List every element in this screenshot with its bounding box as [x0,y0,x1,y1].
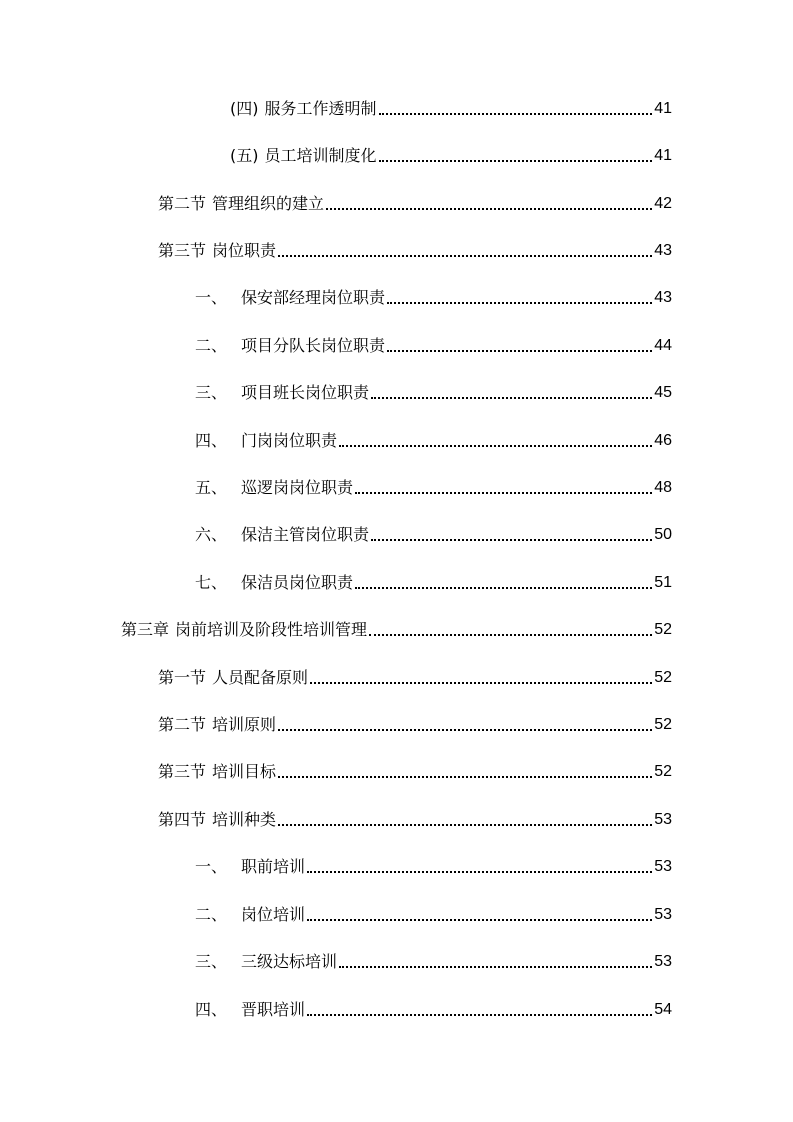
toc-entry-number: 二、 [195,336,228,355]
toc-entry-number: 二、 [195,905,228,924]
toc-entry-page: 46 [654,432,672,449]
toc-entry-page: 54 [654,1001,672,1018]
toc-leader-dots [307,919,652,921]
toc-entry-number: 六、 [195,525,228,544]
toc-entry-title: 保安部经理岗位职责 [241,288,386,307]
toc-entry-number: 第二节 [158,194,207,213]
toc-entry-page: 41 [654,147,672,164]
toc-leader-dots [387,350,652,352]
toc-entry-title: 人员配备原则 [212,668,309,687]
toc-entry-number: 第四节 [158,810,207,829]
toc-entry[interactable] [195,572,672,594]
toc-entry-number: 四、 [195,1000,228,1019]
toc-entry-title: 岗前培训及阶段性培训管理 [175,620,368,639]
toc-entry-page: 43 [654,289,672,306]
toc-entry-page: 52 [654,716,672,733]
toc-entry[interactable] [158,714,672,736]
toc-entry-title: 管理组织的建立 [212,194,325,213]
toc-entry-title: 巡逻岗岗位职责 [241,478,354,497]
toc-entry[interactable] [158,240,672,262]
toc-entry[interactable] [230,98,672,120]
toc-entry-number: 第一节 [158,668,207,687]
toc-leader-dots [387,302,652,304]
toc-leader-dots [355,587,652,589]
toc-entry-page: 53 [654,906,672,923]
toc-entry[interactable] [195,856,672,878]
toc-entry-title: 门岗岗位职责 [241,431,338,450]
toc-entry-number: 三、 [195,952,228,971]
toc-entry-number: 四、 [195,431,228,450]
toc-entry-title: 培训原则 [212,715,277,734]
toc-entry-number: 一、 [195,288,228,307]
toc-entry[interactable] [158,761,672,783]
toc-leader-dots [326,208,652,210]
toc-entry[interactable] [195,477,672,499]
toc-leader-dots [339,445,652,447]
toc-entry-title: 项目班长岗位职责 [241,383,370,402]
toc-entry-page: 53 [654,858,672,875]
toc-entry-title: 保洁主管岗位职责 [241,525,370,544]
toc-entry-number: (四) [230,99,259,118]
toc-entry-page: 48 [654,479,672,496]
toc-entry-page: 45 [654,384,672,401]
toc-entry[interactable] [195,999,672,1021]
toc-entry-page: 42 [654,195,672,212]
toc-entry-title: 项目分队长岗位职责 [241,336,386,355]
toc-leader-dots [310,682,652,684]
toc-entry[interactable] [230,145,672,167]
toc-leader-dots [369,634,652,636]
toc-entry[interactable] [195,951,672,973]
toc-entry-title: 保洁员岗位职责 [241,573,354,592]
toc-leader-dots [278,824,652,826]
toc-entry-title: 服务工作透明制 [264,99,377,118]
toc-entry-number: 七、 [195,573,228,592]
toc-entry-title: 岗位职责 [212,241,277,260]
toc-entry[interactable] [121,619,672,641]
toc-entry-page: 52 [654,669,672,686]
toc-leader-dots [355,492,652,494]
toc-entry-number: 一、 [195,857,228,876]
toc-entry[interactable] [195,430,672,452]
toc-entry-number: 第三章 [121,620,170,639]
toc-entry-title: 岗位培训 [241,905,306,924]
toc-entry-number: 第二节 [158,715,207,734]
toc-entry-title: 培训种类 [212,810,277,829]
toc-entry[interactable] [158,193,672,215]
toc-entry-title: 职前培训 [241,857,306,876]
toc-entry-page: 41 [654,100,672,117]
toc-entry-title: 培训目标 [212,762,277,781]
toc-entry-title: 三级达标培训 [241,952,338,971]
toc-entry-page: 50 [654,526,672,543]
toc-leader-dots [278,729,652,731]
toc-leader-dots [379,113,653,115]
toc-entry-title: 晋职培训 [241,1000,306,1019]
toc-leader-dots [307,871,652,873]
toc-leader-dots [379,160,653,162]
toc-leader-dots [278,776,652,778]
toc-leader-dots [339,966,652,968]
toc-entry-number: 第三节 [158,762,207,781]
toc-leader-dots [307,1014,652,1016]
toc-entry-page: 43 [654,242,672,259]
toc-leader-dots [278,255,652,257]
toc-entry-page: 53 [654,953,672,970]
toc-entry[interactable] [195,335,672,357]
toc-entry-page: 52 [654,621,672,638]
toc-entry-number: 第三节 [158,241,207,260]
toc-entry-page: 44 [654,337,672,354]
toc-entry[interactable] [195,524,672,546]
toc-entry[interactable] [158,809,672,831]
toc-leader-dots [371,539,652,541]
toc-entry-number: (五) [230,146,259,165]
toc-entry[interactable] [195,904,672,926]
toc-entry-title: 员工培训制度化 [264,146,377,165]
toc-entry[interactable] [158,667,672,689]
toc-entry-page: 52 [654,763,672,780]
toc-leader-dots [371,397,652,399]
toc-entry-number: 五、 [195,478,228,497]
toc-entry-number: 三、 [195,383,228,402]
toc-entry-page: 51 [654,574,672,591]
toc-entry[interactable] [195,287,672,309]
toc-entry-page: 53 [654,811,672,828]
toc-entry[interactable] [195,382,672,404]
